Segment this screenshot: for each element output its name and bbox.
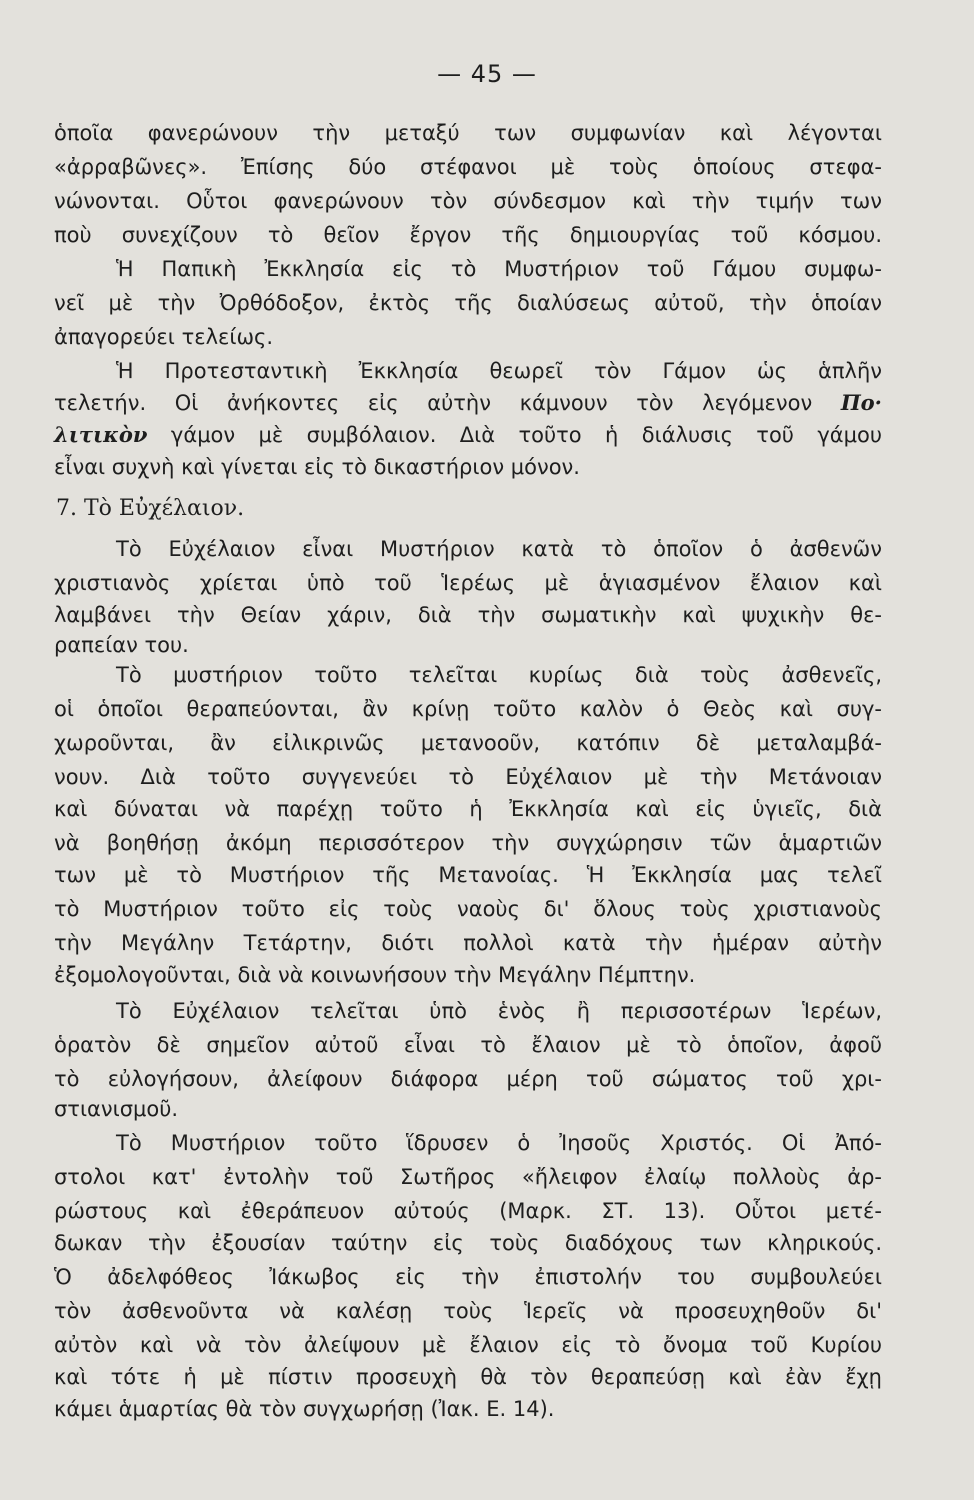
text-line: των μὲ τὸ Μυστήριον τῆς Μετανοίας. Ἡ Ἐκκλησία μας τελεῖ [54,863,882,887]
text-line: νεῖ μὲ τὴν Ὀρθόδοξον, ἐκτὸς τῆς διαλύσεως αὐτοῦ, τὴν ὁποίαν [54,291,882,315]
text-line: ὁρατὸν δὲ σημεῖον αὐτοῦ εἶναι τὸ ἔλαιον μὲ τὸ ὁποῖον, ἀφοῦ [54,1033,882,1057]
italic-word: Πο· [840,390,882,415]
text-line: τὸ Μυστήριον τοῦτο εἰς τοὺς ναοὺς δι' ὅλους τοὺς χριστιανοὺς [54,897,882,921]
text-line: νὰ βοηθήσῃ ἀκόμη περισσότερον τὴν συγχώρησιν τῶν ἁμαρτιῶν [54,831,882,855]
text-line: χωροῦνται, ἂν εἰλικρινῶς μετανοοῦν, κατόπιν δὲ μεταλαμβά- [54,731,882,755]
text-line: τὸ εὐλογήσουν, ἀλείφουν διάφορα μέρη τοῦ σώματος τοῦ χρι- [54,1067,882,1091]
text-line: κάμει ἁμαρτίας θὰ τὸν συγχωρήσῃ (Ἰακ. Ε. 14). [54,1397,555,1421]
text-line: Τὸ μυστήριον τοῦτο τελεῖται κυρίως διὰ τοὺς ἀσθενεῖς, [116,663,882,687]
text-line: δωκαν τὴν ἐξουσίαν ταύτην εἰς τοὺς διαδόχους των κληρικούς. [54,1231,882,1255]
page-number: — 45 — [437,60,537,88]
text-line: νώνονται. Οὗτοι φανερώνουν τὸν σύνδεσμον καὶ τὴν τιμήν των [54,189,882,213]
text-line: αὐτὸν καὶ νὰ τὸν ἀλείψουν μὲ ἔλαιον εἰς τὸ ὄνομα τοῦ Κυρίου [54,1333,882,1357]
text-line-segment: τελετήν. Οἱ ἀνήκοντες εἰς αὐτὴν κάμνουν τὸν λεγόμενον [54,391,813,415]
text-line: Ἡ Προτεσταντικὴ Ἐκκλησία θεωρεῖ τὸν Γάμον ὡς ἁπλῆν [116,359,882,383]
text-line: τὸν ἀσθενοῦντα νὰ καλέσῃ τοὺς Ἱερεῖς νὰ προσευχηθοῦν δι' [54,1299,882,1323]
text-line: ποὺ συνεχίζουν τὸ θεῖον ἔργον τῆς δημιουργίας τοῦ κόσμου. [54,223,882,247]
text-line-segment: γάμον μὲ συμβόλαιον. Διὰ τοῦτο ἡ διάλυσις τοῦ γάμου [170,423,882,447]
text-line: εἶναι συχνὴ καὶ γίνεται εἰς τὸ δικαστήριον μόνον. [54,455,580,479]
text-line: «ἀρραβῶνες». Ἐπίσης δύο στέφανοι μὲ τοὺς ὁποίους στεφα- [54,155,882,179]
italic-word: λιτικὸν [54,422,148,447]
text-line: τὴν Μεγάλην Τετάρτην, διότι πολλοὶ κατὰ τὴν ἡμέραν αὐτὴν [54,931,882,955]
text-line: ρώστους καὶ ἐθεράπευον αὐτούς (Μαρκ. ΣΤ. 13). Οὗτοι μετέ- [54,1199,882,1223]
text-line: Ὁ ἀδελφόθεος Ἰάκωβος εἰς τὴν ἐπιστολήν του συμβουλεύει [54,1265,882,1289]
text-line: οἱ ὁποῖοι θεραπεύονται, ἂν κρίνῃ τοῦτο καλὸν ὁ Θεὸς καὶ συγ- [54,697,882,721]
text-line: ἀπαγορεύει τελείως. [54,325,274,349]
text-line: στολοι κατ' ἐντολὴν τοῦ Σωτῆρος «ἤλειφον ἐλαίῳ πολλοὺς ἀρ- [54,1165,882,1189]
text-line: καὶ τότε ἡ μὲ πίστιν προσευχὴ θὰ τὸν θεραπεύσῃ καὶ ἐὰν ἔχῃ [54,1365,882,1389]
text-line: Ἡ Παπικὴ Ἐκκλησία εἰς τὸ Μυστήριον τοῦ Γάμου συμφω- [116,257,882,281]
text-line: ραπείαν του. [54,633,189,657]
text-line: καὶ δύναται νὰ παρέχῃ τοῦτο ἡ Ἐκκλησία καὶ εἰς ὑγιεῖς, διὰ [54,797,882,821]
text-line: Τὸ Εὐχέλαιον τελεῖται ὑπὸ ἑνὸς ἢ περισσοτέρων Ἱερέων, [116,999,882,1023]
text-line: ἐξομολογοῦνται, διὰ νὰ κοινωνήσουν τὴν Μεγάλην Πέμπτην. [54,963,696,987]
text-line: Τὸ Εὐχέλαιον εἶναι Μυστήριον κατὰ τὸ ὁποῖον ὁ ἀσθενῶν [116,537,882,561]
text-line [54,388,882,418]
text-line: Τὸ Μυστήριον τοῦτο ἵδρυσεν ὁ Ἰησοῦς Χριστός. Οἱ Ἀπό- [116,1131,882,1155]
text-line: στιανισμοῦ. [54,1097,179,1121]
text-line: χριστιανὸς χρίεται ὑπὸ τοῦ Ἱερέως μὲ ἁγιασμένον ἔλαιον καὶ [54,571,882,595]
text-line: λαμβάνει τὴν Θείαν χάριν, διὰ τὴν σωματικὴν καὶ ψυχικὴν θε- [54,603,882,627]
text-line: ὁποῖα φανερώνουν τὴν μεταξύ των συμφωνίαν καὶ λέγονται [54,121,882,145]
section-heading: 7. Τὸ Εὐχέλαιον. [56,496,245,521]
text-line [54,420,882,450]
text-line: νουν. Διὰ τοῦτο συγγενεύει τὸ Εὐχέλαιον μὲ τὴν Μετάνοιαν [54,765,882,789]
